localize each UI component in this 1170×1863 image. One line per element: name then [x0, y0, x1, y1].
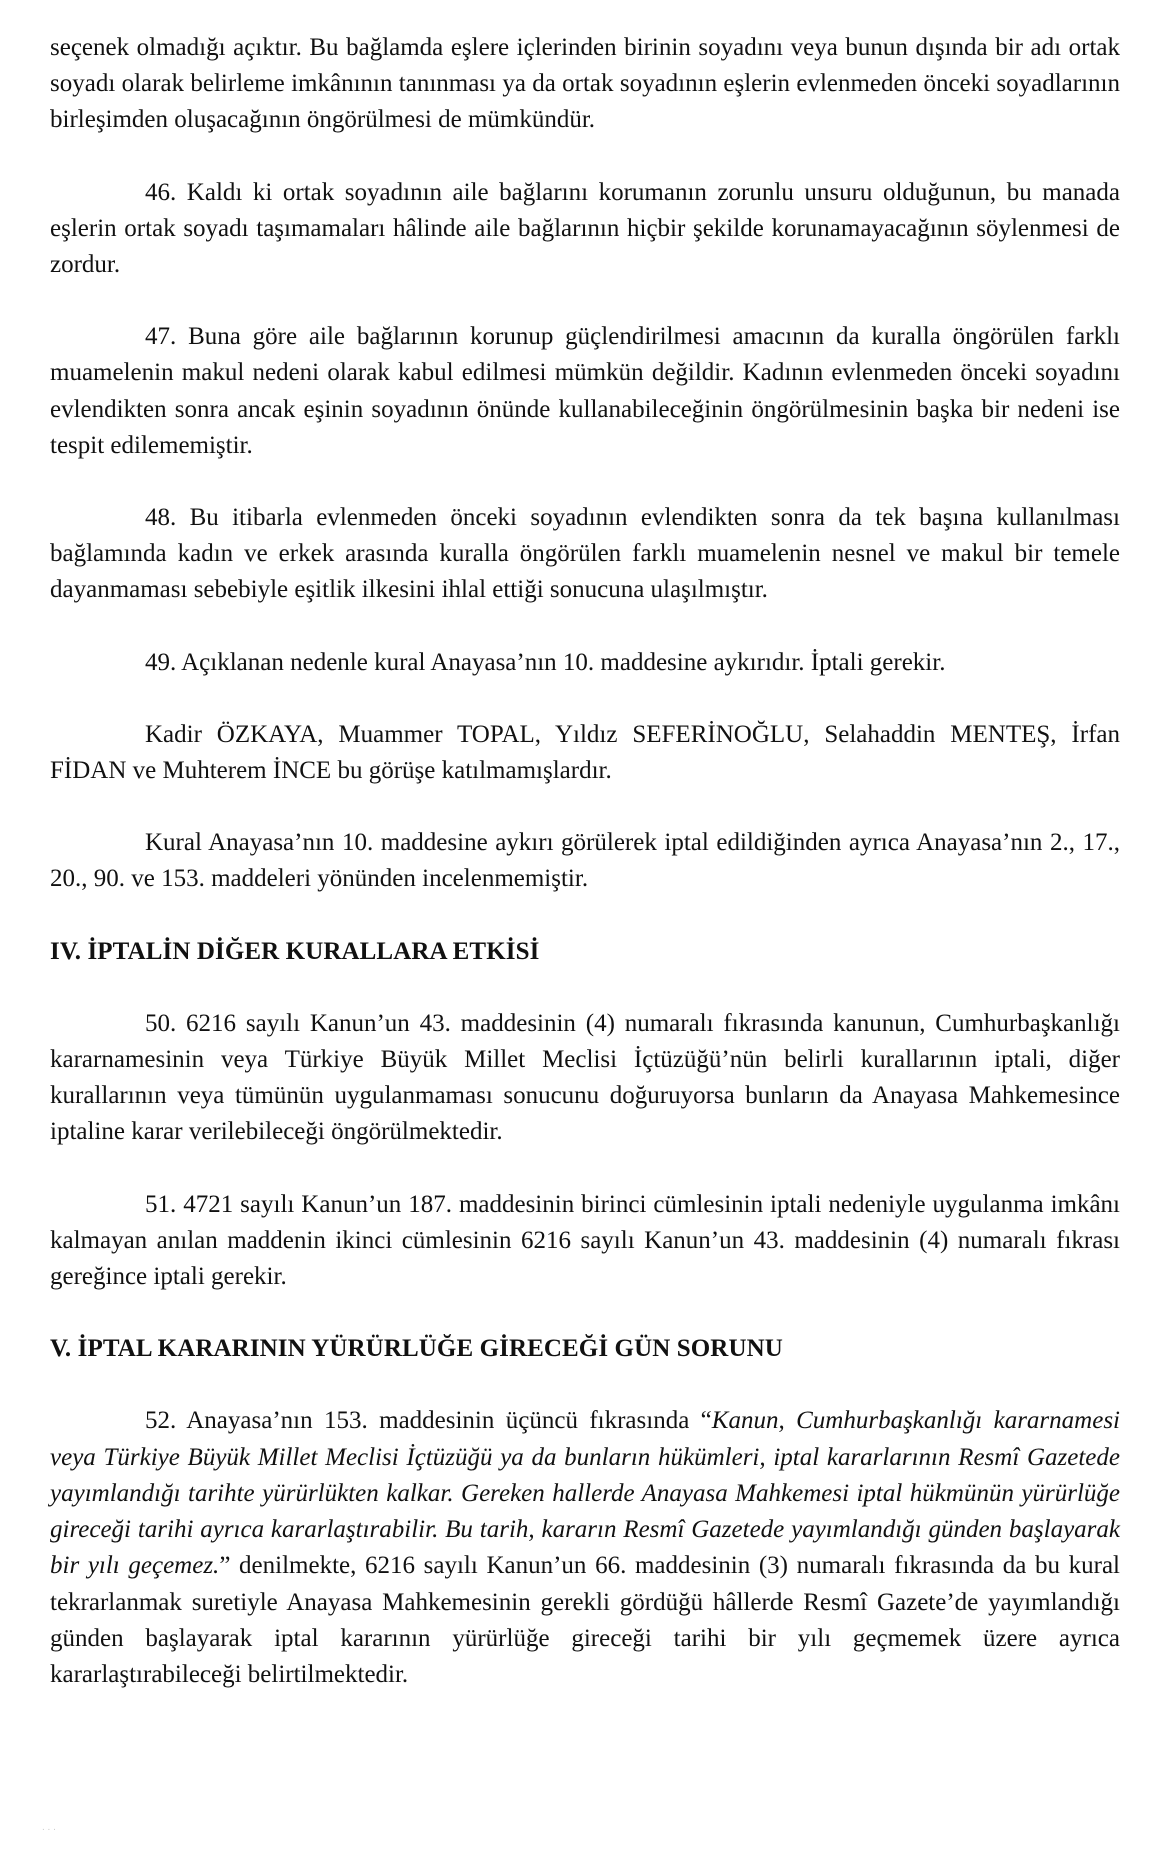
paragraph-52-tail: ” denilmekte, 6216 sayılı Kanun’un 66. maddesinin (3) numaralı fıkrasında da bu kural tekrarlanmak suretiyle Anayasa Mahkemesinin gerekli gördüğü hâllerde Resmî Gazete’de yayımlandığı günden başlayarak iptal kararının yürürlüğe gireceği tarihi bir yılı geçmemek üzere ayrıca kararlaştırabileceği belirtilmektedir. [50, 1552, 1120, 1688]
section-heading-iv: IV. İPTALİN DİĞER KURALLARA ETKİSİ [50, 937, 540, 965]
paragraph-50: 50. 6216 sayılı Kanun’un 43. maddesinin (4) numaralı fıkrasında kanunun, Cumhurbaşkanlığı kararnamesinin veya Türkiye Büyük Millet Meclisi İçtüzüğü’nün belirli kurallarının iptali, diğer kurallarının veya tümünün uygulanmaması sonucunu doğuruyorsa bunların da Anayasa Mahkemesince iptaline karar verilebileceği öngörülmektedir. [50, 1009, 1120, 1146]
paragraph-51: 51. 4721 sayılı Kanun’un 187. maddesinin birinci cümlesinin iptali nedeniyle uygulanma imkânı kalmayan anılan maddenin ikinci cümlesinin 6216 sayılı Kanun’un 43. maddesinin (4) numaralı fıkrası gereğince iptali gerekir. [50, 1190, 1120, 1291]
scan-mark: . . . [42, 1822, 56, 1833]
paragraph-48: 48. Bu itibarla evlenmeden önceki soyadının evlendikten sonra da tek başına kullanılması bağlamında kadın ve erkek arasında kuralla öngörülen farklı muamelenin nesnel ve makul bir temele dayanmaması sebebiyle eşitlik ilkesini ihlal ettiği sonucuna ulaşılmıştır. [50, 504, 1120, 604]
paragraph-47: 47. Buna göre aile bağlarının korunup güçlendirilmesi amacının da kuralla öngörülen farklı muamelenin makul nedeni olarak kabul edilmesi mümkün değildir. Kadının evlenmeden önceki soyadını evlendikten sonra ancak eşinin soyadının önünde kullanabileceğinin öngörülmesinin başka bir nedeni ise tespit edilememiştir. [50, 323, 1120, 459]
paragraph-46: 46. Kaldı ki ortak soyadının aile bağlarını korumanın zorunlu unsuru olduğunun, bu manada eşlerin ortak soyadı taşımamaları hâlinde aile bağlarının hiçbir şekilde korunamayacağının söylenmesi de zordur. [50, 178, 1120, 279]
section-heading-v: V. İPTAL KARARININ YÜRÜRLÜĞE GİRECEĞİ GÜN SORUNU [50, 1335, 783, 1363]
paragraph-continued: seçenek olmadığı açıktır. Bu bağlamda eşlere içlerinden birinin soyadını veya bunun dışında bir adı ortak soyadı olarak belirleme imkânının tanınması ya da ortak soyadının eşlerin evlenmeden önceki soyadlarının birleşimden oluşacağının öngörülmesi de mümkündür. [50, 34, 1120, 134]
paragraph-52-lead: 52. Anayasa’nın 153. maddesinin üçüncü fıkrasında “ [145, 1407, 712, 1435]
paragraph-52-quote: Kanun, Cumhurbaşkanlığı kararnamesi veya Türkiye Büyük Millet Meclisi İçtüzüğü ya da bunların hükümleri, iptal kararlarının Resmî Gazetede yayımlandığı tarihte yürürlükten kalkar. Gereken hallerde Anayasa Mahkemesi iptal hükmünün yürürlüğe gireceği tarihi ayrıca kararlaştırabilir. Bu tarih, kararın Resmî Gazetede yayımlandığı günden başlayarak bir yılı geçemez. [50, 1407, 1120, 1580]
paragraph-49: 49. Açıklanan nedenle kural Anayasa’nın 10. maddesine aykırıdır. İptali gerekir. [145, 648, 946, 676]
paragraph-not-examined: Kural Anayasa’nın 10. maddesine aykırı görülerek iptal edildiğinden ayrıca Anayasa’nın 2., 17., 20., 90. ve 153. maddeleri yönünden incelenmemiştir. [50, 829, 1120, 893]
document-page [50, 30, 1120, 1729]
paragraph-dissent: Kadir ÖZKAYA, Muammer TOPAL, Yıldız SEFERİNOĞLU, Selahaddin MENTEŞ, İrfan FİDAN ve Muhterem İNCE bu görüşe katılmamışlardır. [50, 720, 1120, 785]
paragraph-52 [50, 1403, 1120, 1693]
